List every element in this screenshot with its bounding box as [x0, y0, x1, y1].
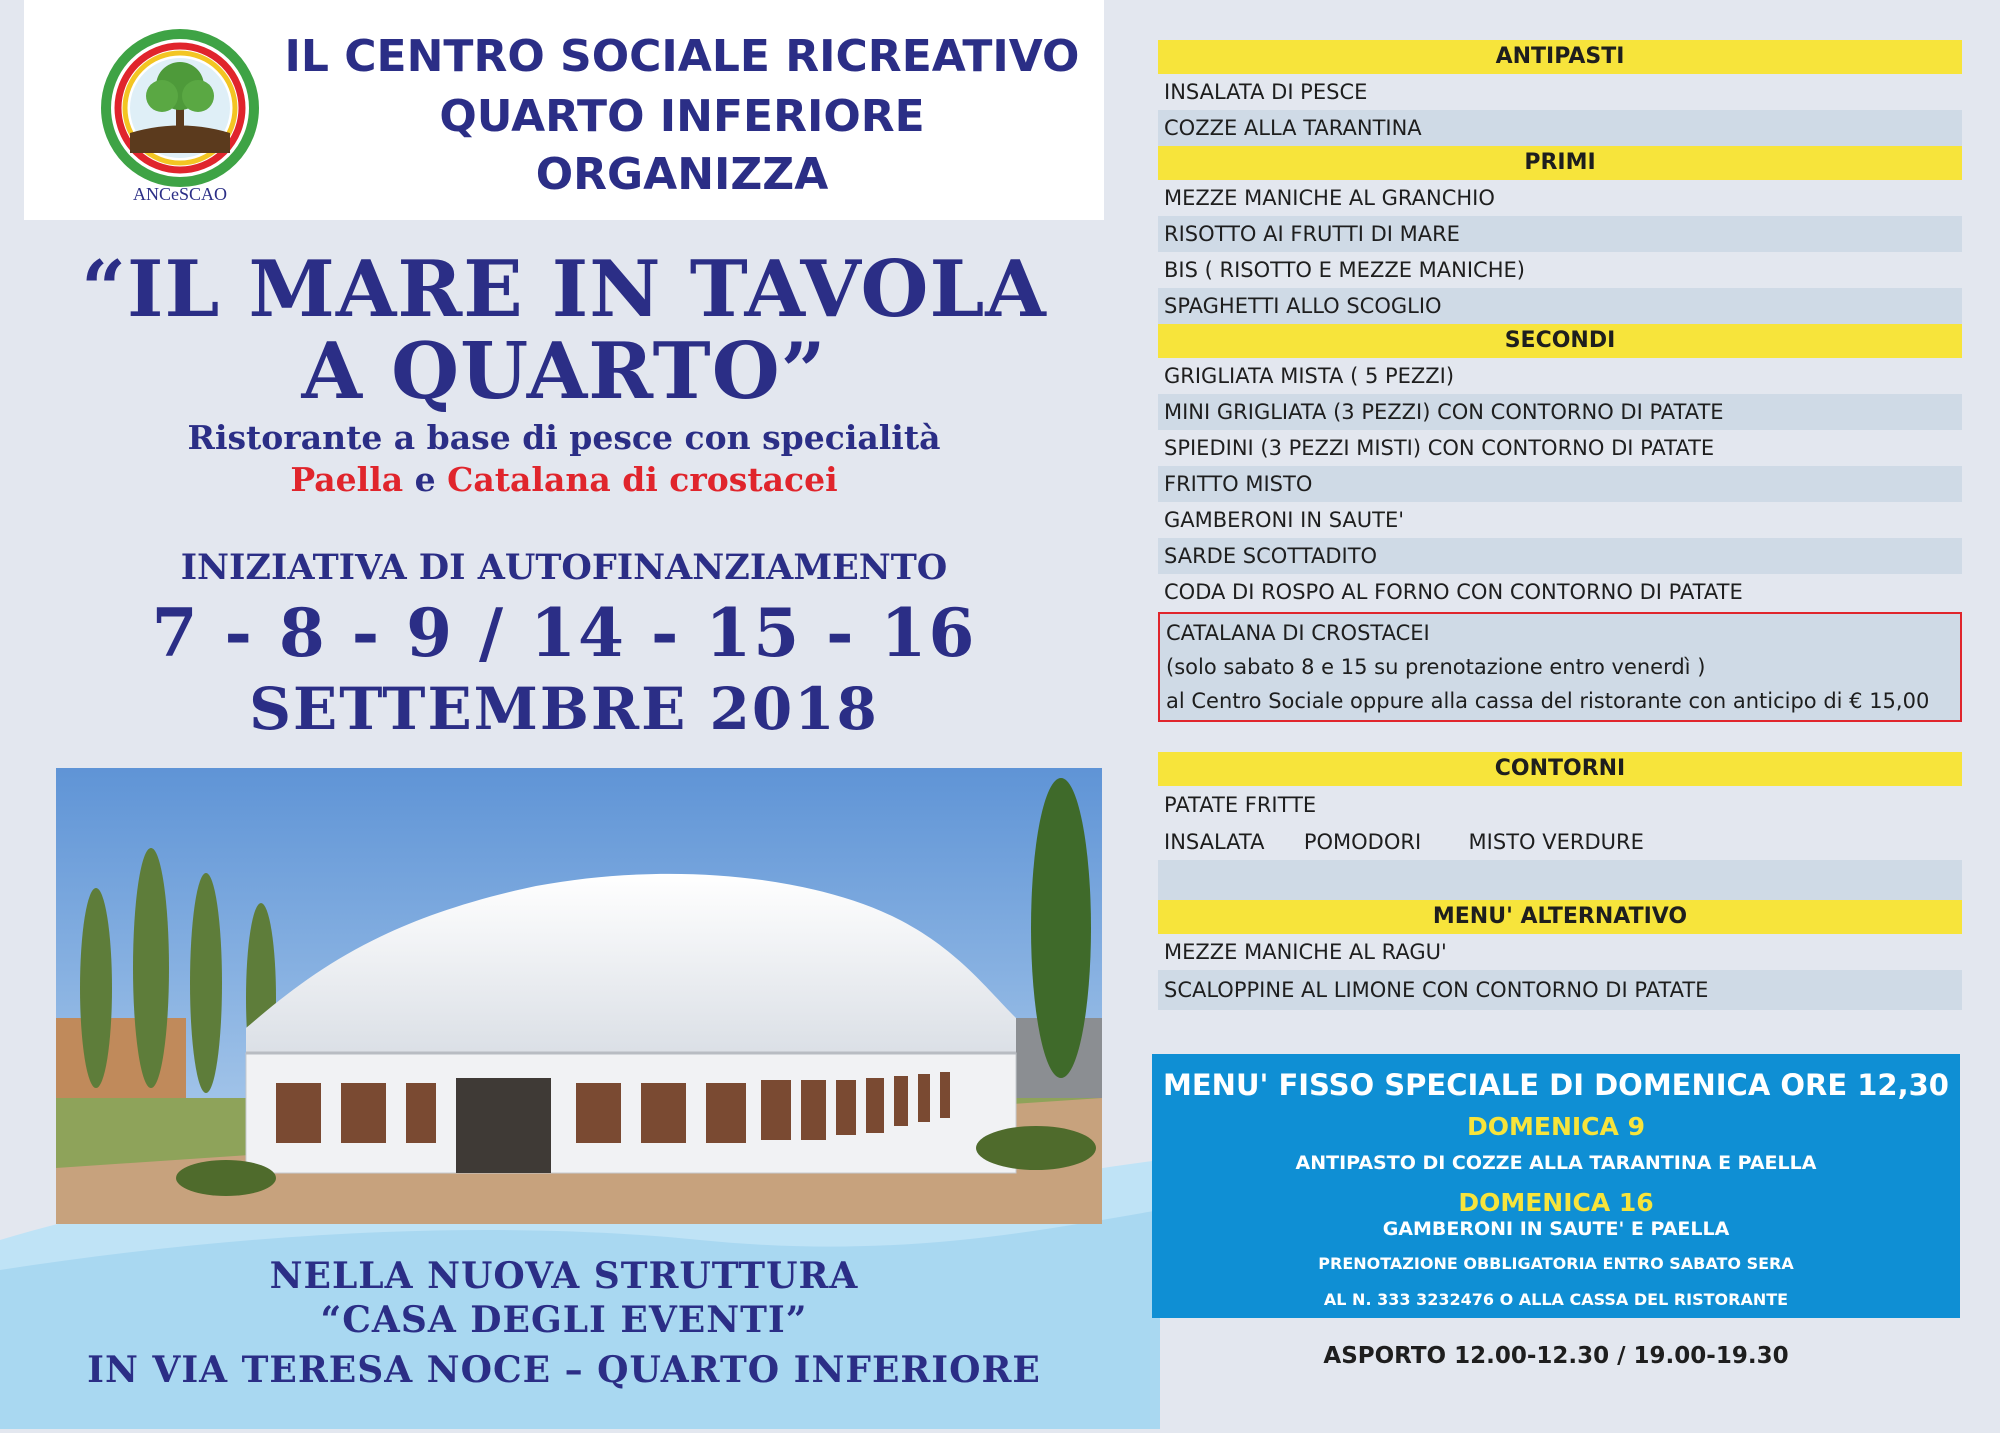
venue-line-2: “CASA DEGLI EVENTI”	[320, 1299, 808, 1341]
menu-item: SPAGHETTI ALLO SCOGLIO	[1158, 288, 1962, 324]
menu-item: FRITTO MISTO	[1158, 466, 1962, 502]
menu-item: SARDE SCOTTADITO	[1158, 538, 1962, 574]
event-dates: 7 - 8 - 9 / 14 - 15 - 16	[151, 594, 977, 672]
venue-line-3: IN VIA TERESA NOCE – QUARTO INFERIORE	[87, 1349, 1041, 1391]
menu-item: INSALATA DI PESCE	[1164, 80, 1368, 104]
event-specialities	[24, 460, 1104, 500]
sunday-day-16-menu: GAMBERONI IN SAUTE' E PAELLA	[1382, 1218, 1730, 1240]
menu-item: MINI GRIGLIATA (3 PEZZI) CON CONTORNO DI PATATE	[1158, 394, 1962, 430]
menu-list	[1158, 40, 1962, 1010]
sunday-title: MENU' FISSO SPECIALE DI DOMENICA ORE 12,30	[1163, 1068, 1949, 1102]
section-header-contorni: CONTORNI	[1158, 752, 1962, 786]
special-catalana: Catalana di crostacei	[447, 460, 838, 499]
initiative-label: INIZIATIVA DI AUTOFINANZIAMENTO	[180, 547, 948, 588]
menu-item: MEZZE MANICHE AL RAGU'	[1164, 940, 1447, 964]
event-title-line-1: “IL MARE IN TAVOLA	[81, 244, 1047, 335]
special-paella: Paella	[290, 460, 404, 499]
contorno-insalata: INSALATA	[1164, 830, 1265, 854]
contorno-misto-verdure: MISTO VERDURE	[1468, 830, 1644, 854]
menu-item: MEZZE MANICHE AL GRANCHIO	[1164, 186, 1495, 210]
menu-item: GRIGLIATA MISTA ( 5 PEZZI)	[1164, 364, 1455, 388]
sunday-menu-box	[1152, 1054, 1960, 1318]
venue-line-1: NELLA NUOVA STRUTTURA	[269, 1255, 859, 1297]
asporto-hours: ASPORTO 12.00-12.30 / 19.00-19.30	[1323, 1343, 1789, 1369]
menu-item: COZZE ALLA TARANTINA	[1158, 110, 1962, 146]
org-line-1: IL CENTRO SOCIALE RICREATIVO	[284, 31, 1080, 82]
sunday-booking-note: PRENOTAZIONE OBBLIGATORIA ENTRO SABATO SERA	[1318, 1254, 1794, 1273]
section-header-secondi: SECONDI	[1158, 324, 1962, 358]
event-month-year: SETTEMBRE 2018	[249, 675, 879, 743]
sunday-day-9: DOMENICA 9	[1467, 1112, 1645, 1141]
catalana-note: (solo sabato 8 e 15 su prenotazione entro venerdì )	[1166, 655, 1706, 679]
menu-item: RISOTTO AI FRUTTI DI MARE	[1158, 216, 1962, 252]
special-conjunction: e	[414, 460, 436, 499]
catalana-booking: al Centro Sociale oppure alla cassa del ristorante con anticipo di € 15,00	[1166, 689, 1930, 713]
logo-text: ANCeSCAO	[132, 184, 228, 204]
sunday-phone: AL N. 333 3232476 O ALLA CASSA DEL RISTORANTE	[1323, 1290, 1789, 1309]
event-subtitle: Ristorante a base di pesce con specialità	[187, 418, 941, 457]
catalana-highlight-box	[1158, 612, 1962, 722]
contorno-pomodori: POMODORI	[1303, 830, 1422, 854]
sunday-day-16: DOMENICA 16	[1458, 1188, 1654, 1217]
section-header-antipasti: ANTIPASTI	[1158, 40, 1962, 74]
menu-item: SPIEDINI (3 PEZZI MISTI) CON CONTORNO DI PATATE	[1164, 436, 1715, 460]
menu-item: GAMBERONI IN SAUTE'	[1164, 508, 1405, 532]
contorni-row	[1158, 824, 1962, 860]
event-title-line-2: A QUARTO”	[301, 326, 827, 417]
menu-item: CODA DI ROSPO AL FORNO CON CONTORNO DI PATATE	[1164, 580, 1743, 604]
section-header-primi: PRIMI	[1158, 146, 1962, 180]
menu-item: BIS ( RISOTTO E MEZZE MANICHE)	[1164, 258, 1525, 282]
header-box	[24, 0, 1104, 220]
org-line-3: ORGANIZZA	[535, 149, 829, 200]
menu-item: PATATE FRITTE	[1164, 793, 1317, 817]
section-header-alternativo: MENU' ALTERNATIVO	[1158, 900, 1962, 934]
ancescao-logo	[100, 28, 260, 208]
menu-item: SCALOPPINE AL LIMONE CON CONTORNO DI PATATE	[1158, 970, 1962, 1010]
sunday-day-9-menu: ANTIPASTO DI COZZE ALLA TARANTINA E PAELLA	[1295, 1152, 1817, 1174]
org-line-2: QUARTO INFERIORE	[439, 91, 925, 142]
catalana-title: CATALANA DI CROSTACEI	[1166, 621, 1430, 645]
venue-photo	[56, 768, 1102, 1224]
